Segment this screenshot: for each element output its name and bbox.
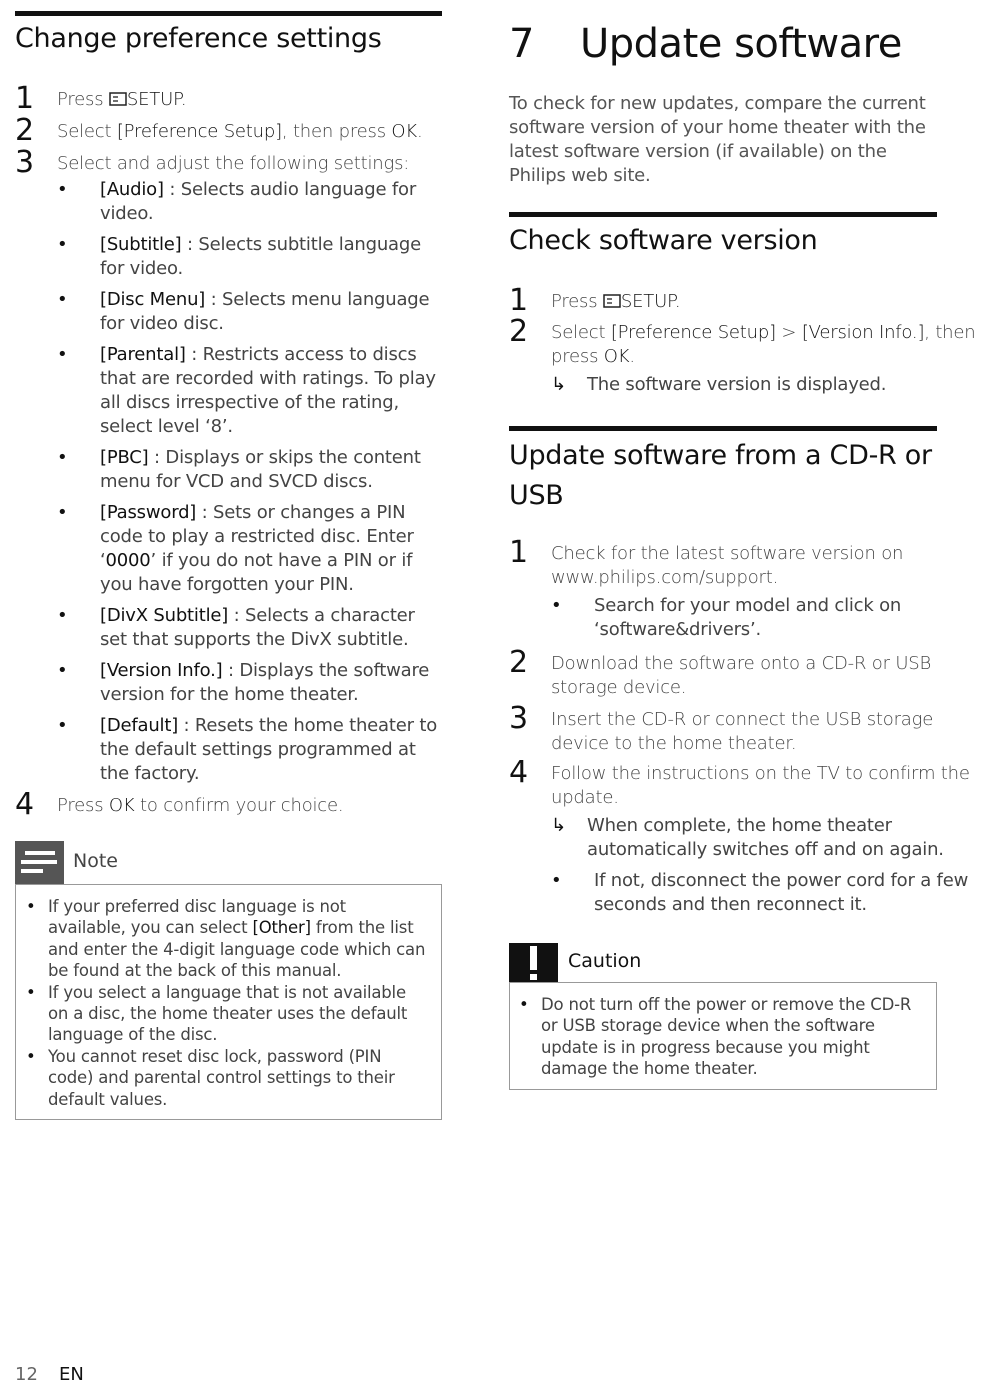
note-title: Note xyxy=(73,850,118,872)
list-item: • If not, disconnect the power cord for a few seconds and then reconnect it. xyxy=(551,870,969,915)
list-item: • [PBC] : Displays or skips the content menu for VCD and SVCD discs. xyxy=(57,447,421,492)
section-rule xyxy=(509,212,937,217)
chapter-number: 7 xyxy=(509,21,535,67)
step-4: 4 Press OK to confirm your choice. xyxy=(15,787,344,822)
setup-icon xyxy=(603,294,621,308)
section-heading: Change preference settings xyxy=(15,23,382,54)
list-item: • [Subtitle] : Selects subtitle language for video. xyxy=(57,234,421,279)
setup-key-label: SETUP. xyxy=(620,291,681,312)
step-1: 1 Press SETUP. xyxy=(509,283,681,318)
arrow-icon: ↳ xyxy=(551,815,566,836)
step-2: 2 Select [Preference Setup], then press OK. xyxy=(15,113,423,148)
settings-list xyxy=(57,178,447,786)
result-line: ↳ The software version is displayed. xyxy=(551,374,887,395)
step-2: 2 Select [Preference Setup] > [Version Info.], then press OK. xyxy=(509,314,976,367)
caution-box xyxy=(509,982,937,1090)
list-item: • [Default] : Resets the home theater to the default settings programmed at the factory. xyxy=(57,715,438,784)
chapter-title: Update software xyxy=(580,21,902,67)
list-item: • [Password] : Sets or changes a PIN code to play a restricted disc. Enter ‘0000’ if you do not have a PIN or if you have forgotten your PIN. xyxy=(57,502,414,595)
note-item: • You cannot reset disc lock, password (PIN code) and parental control settings to their default values. xyxy=(26,1046,395,1109)
list-item: • [Disc Menu] : Selects menu language for video disc. xyxy=(57,289,430,334)
step-number: 2 xyxy=(15,113,34,148)
note-box xyxy=(15,884,442,1120)
list-item: • [Parental] : Restricts access to discs that are recorded with ratings. To play all discs irrespective of the rating, select level ‘8’. xyxy=(57,344,436,437)
section-rule xyxy=(509,426,937,431)
step-3: 3 Insert the CD-R or connect the USB storage device to the home theater. xyxy=(509,701,934,754)
step-number: 1 xyxy=(509,535,528,570)
step-3: 3 Select and adjust the following settings: xyxy=(15,145,410,180)
caution-icon xyxy=(509,943,558,983)
result-line: ↳ When complete, the home theater automatically switches off and on again. xyxy=(551,815,944,860)
setup-key-label: SETUP. xyxy=(126,89,187,110)
section-rule xyxy=(15,11,442,16)
step-number: 3 xyxy=(15,145,34,180)
step-2: 2 Download the software onto a CD-R or USB storage device. xyxy=(509,645,932,698)
step-number: 1 xyxy=(15,81,34,116)
note-item: • If you select a language that is not available on a disc, the home theater uses the default language of the disc. xyxy=(26,982,408,1045)
step-number: 1 xyxy=(509,283,528,318)
step-1: 1 Check for the latest software version on www.philips.com/support. xyxy=(509,535,904,588)
caution-title: Caution xyxy=(568,950,642,972)
setup-icon xyxy=(109,92,127,106)
step-number: 3 xyxy=(509,701,528,736)
list-item: • [Audio] : Selects audio language for video. xyxy=(57,179,417,224)
list-item: • Search for your model and click on ‘software&drivers’. xyxy=(551,595,902,640)
chapter-intro: To check for new updates, compare the current software version of your home theater with the latest software version (if available) on the Philips web site. xyxy=(509,93,926,186)
page-number: 12 xyxy=(15,1364,38,1385)
language-label: EN xyxy=(59,1364,84,1385)
section-heading: Update software from a CD-R or USB xyxy=(509,440,932,511)
step-number: 2 xyxy=(509,645,528,680)
step-4: 4 Follow the instructions on the TV to confirm the update. xyxy=(509,755,970,808)
section-heading: Check software version xyxy=(509,225,818,256)
note-icon xyxy=(15,841,64,885)
step-number: 4 xyxy=(509,755,528,790)
list-item: • [DivX Subtitle] : Selects a character set that supports the DivX subtitle. xyxy=(57,605,415,650)
caution-item: • Do not turn off the power or remove the CD-R or USB storage device when the software update is in progress because you might damage the home theater. xyxy=(519,995,912,1079)
step-1: 1 Press SETUP. xyxy=(15,81,187,116)
note-item: • If your preferred disc language is not available, you can select [Other] from the list and enter the 4-digit language code which can be found at the back of this manual. xyxy=(26,897,426,981)
step-number: 4 xyxy=(15,787,34,822)
arrow-icon: ↳ xyxy=(551,374,566,395)
list-item: • [Version Info.] : Displays the software version for the home theater. xyxy=(57,660,430,705)
step-number: 2 xyxy=(509,314,528,349)
